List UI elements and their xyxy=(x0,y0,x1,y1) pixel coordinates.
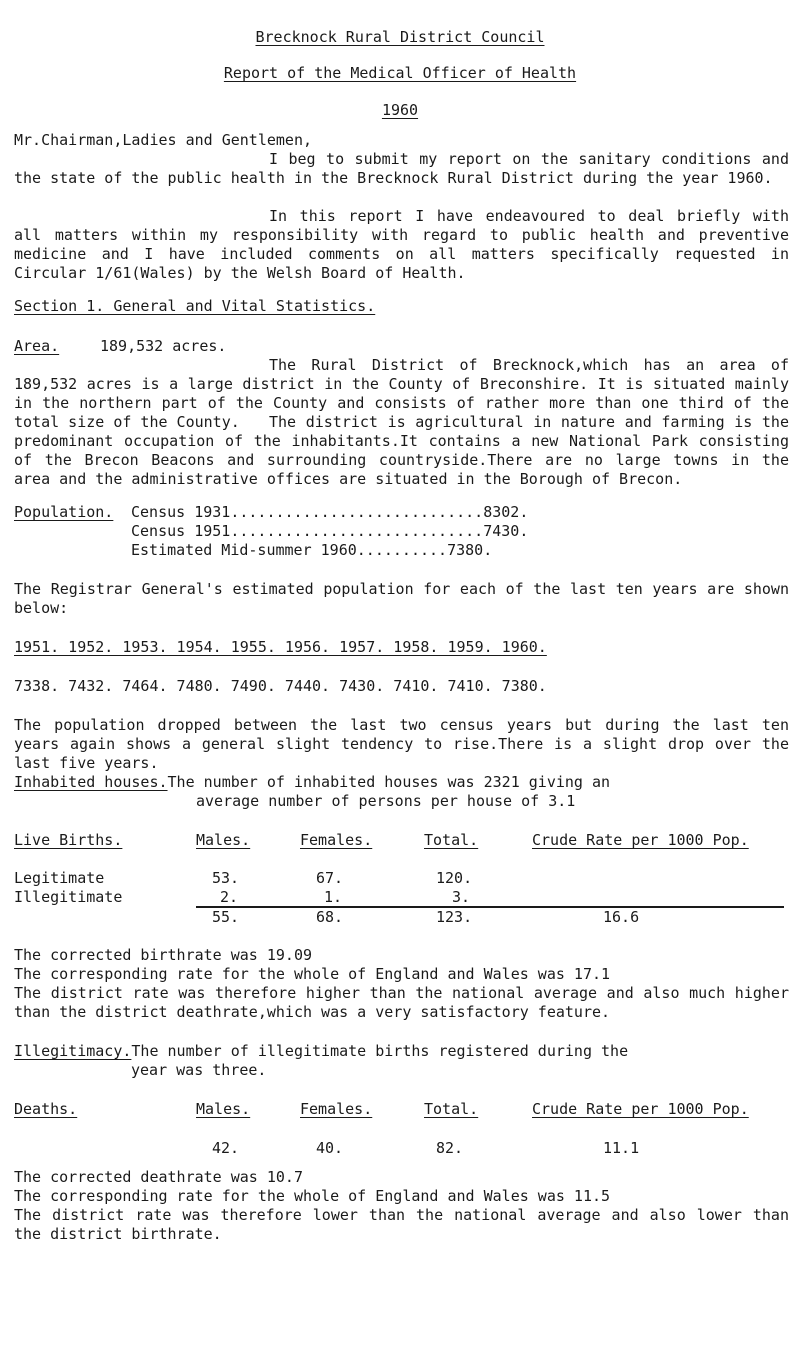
population-values: 7338. 7432. 7464. 7480. 7490. 7440. 7430. 7410. 7410. 7380. xyxy=(14,677,547,695)
deaths-header-males: Males. xyxy=(196,1100,251,1118)
births-header-total: Total. xyxy=(424,831,479,849)
population-intro: The Registrar General's estimated population for each of the last ten years are shown below: xyxy=(14,580,789,617)
deaths-header-females: Females. xyxy=(300,1100,373,1118)
council-name: Brecknock Rural District Council xyxy=(255,28,545,46)
birthrate-note-1: The corrected birthrate was 19.09 xyxy=(14,946,313,964)
houses-line-2: average number of persons per house of 3.1 xyxy=(196,792,576,810)
intro-paragraph-1: I beg to submit my report on the sanitary conditions and the state of the public health in the Brecknock Rural District during the year 1960. xyxy=(14,150,789,187)
deaths-header-rate: Crude Rate per 1000 Pop. xyxy=(532,1100,749,1118)
area-paragraph-1: The Rural District of Brecknock,which has an area of 189,532 acres is a large district in the County of Breconshire. It is situated mainly in the northern part of the County and consists of rather more than one third of the total size of the County. xyxy=(14,356,789,431)
births-row-legitimate-males: 53. xyxy=(212,869,240,887)
births-row-illegitimate-females: 1. xyxy=(324,888,343,906)
births-crude-rate: 16.6 xyxy=(603,908,640,926)
births-header-females: Females. xyxy=(300,831,373,849)
section-heading: Section 1. General and Vital Statistics. xyxy=(14,297,376,315)
report-title: Report of the Medical Officer of Health xyxy=(223,64,577,82)
births-total-rule xyxy=(196,906,784,908)
deaths-label: Deaths. xyxy=(14,1100,78,1118)
births-total-males: 55. xyxy=(212,908,240,926)
deaths-header-total: Total. xyxy=(424,1100,479,1118)
births-row-illegitimate-males: 2. xyxy=(220,888,239,906)
area-value: 189,532 acres. xyxy=(100,337,227,355)
population-years: 1951. 1952. 1953. 1954. 1955. 1956. 1957. 1958. 1959. 1960. xyxy=(14,638,547,656)
births-label: Live Births. xyxy=(14,831,123,849)
births-total-total: 123. xyxy=(436,908,473,926)
population-label: Population. xyxy=(14,503,114,521)
birthrate-note-2: The corresponding rate for the whole of England and Wales was 17.1 xyxy=(14,965,611,983)
houses-line-1: Inhabited houses.The number of inhabited houses was 2321 giving an xyxy=(14,773,611,791)
census-1951-row: Census 1951............................7430. xyxy=(131,522,529,540)
deathrate-note-3: The district rate was therefore lower than the national average and also lower than the district birthrate. xyxy=(14,1206,789,1243)
births-row-illegitimate-label: Illegitimate xyxy=(14,888,123,906)
birthrate-note-3: The district rate was therefore higher than the national average and also much higher than the district deathrate,which was a very satisfactory feature. xyxy=(14,984,789,1021)
illegitimacy-line-2: year was three. xyxy=(131,1061,267,1079)
census-1931-row: Census 1931............................8302. xyxy=(131,503,529,521)
deathrate-note-1: The corrected deathrate was 10.7 xyxy=(14,1168,303,1186)
deaths-crude-rate: 11.1 xyxy=(603,1139,640,1157)
births-row-legitimate-females: 67. xyxy=(316,869,344,887)
deathrate-note-2: The corresponding rate for the whole of England and Wales was 11.5 xyxy=(14,1187,611,1205)
births-header-males: Males. xyxy=(196,831,251,849)
area-paragraph-2: The district is agricultural in nature and farming is the predominant occupation of the inhabitants.It contains a new National Park consisting of the Brecon Beacons and surrounding countryside.There are no large towns in the area and the administrative offices are situated in the Borough of Brecon. xyxy=(14,413,789,488)
births-total-females: 68. xyxy=(316,908,344,926)
population-comment: The population dropped between the last two census years but during the last ten years again shows a general slight tendency to rise.There is a slight drop over the last five years. xyxy=(14,716,789,772)
illegitimacy-line-1: Illegitimacy.The number of illegitimate births registered during the xyxy=(14,1042,629,1060)
births-row-legitimate-total: 120. xyxy=(436,869,473,887)
estimate-1960-row: Estimated Mid-summer 1960..........7380. xyxy=(131,541,493,559)
births-row-legitimate-label: Legitimate xyxy=(14,869,105,887)
salutation: Mr.Chairman,Ladies and Gentlemen, xyxy=(14,131,313,149)
births-row-illegitimate-total: 3. xyxy=(452,888,471,906)
area-label: Area. xyxy=(14,337,60,355)
births-header-rate: Crude Rate per 1000 Pop. xyxy=(532,831,749,849)
deaths-total: 82. xyxy=(436,1139,464,1157)
intro-paragraph-2: In this report I have endeavoured to deal briefly with all matters within my responsibility with regard to public health and preventive medicine and I have included comments on all matters specifically requested in Circular 1/61(Wales) by the Welsh Board of Health. xyxy=(14,207,789,282)
deaths-females: 40. xyxy=(316,1139,344,1157)
deaths-males: 42. xyxy=(212,1139,240,1157)
report-year: 1960 xyxy=(381,101,419,119)
